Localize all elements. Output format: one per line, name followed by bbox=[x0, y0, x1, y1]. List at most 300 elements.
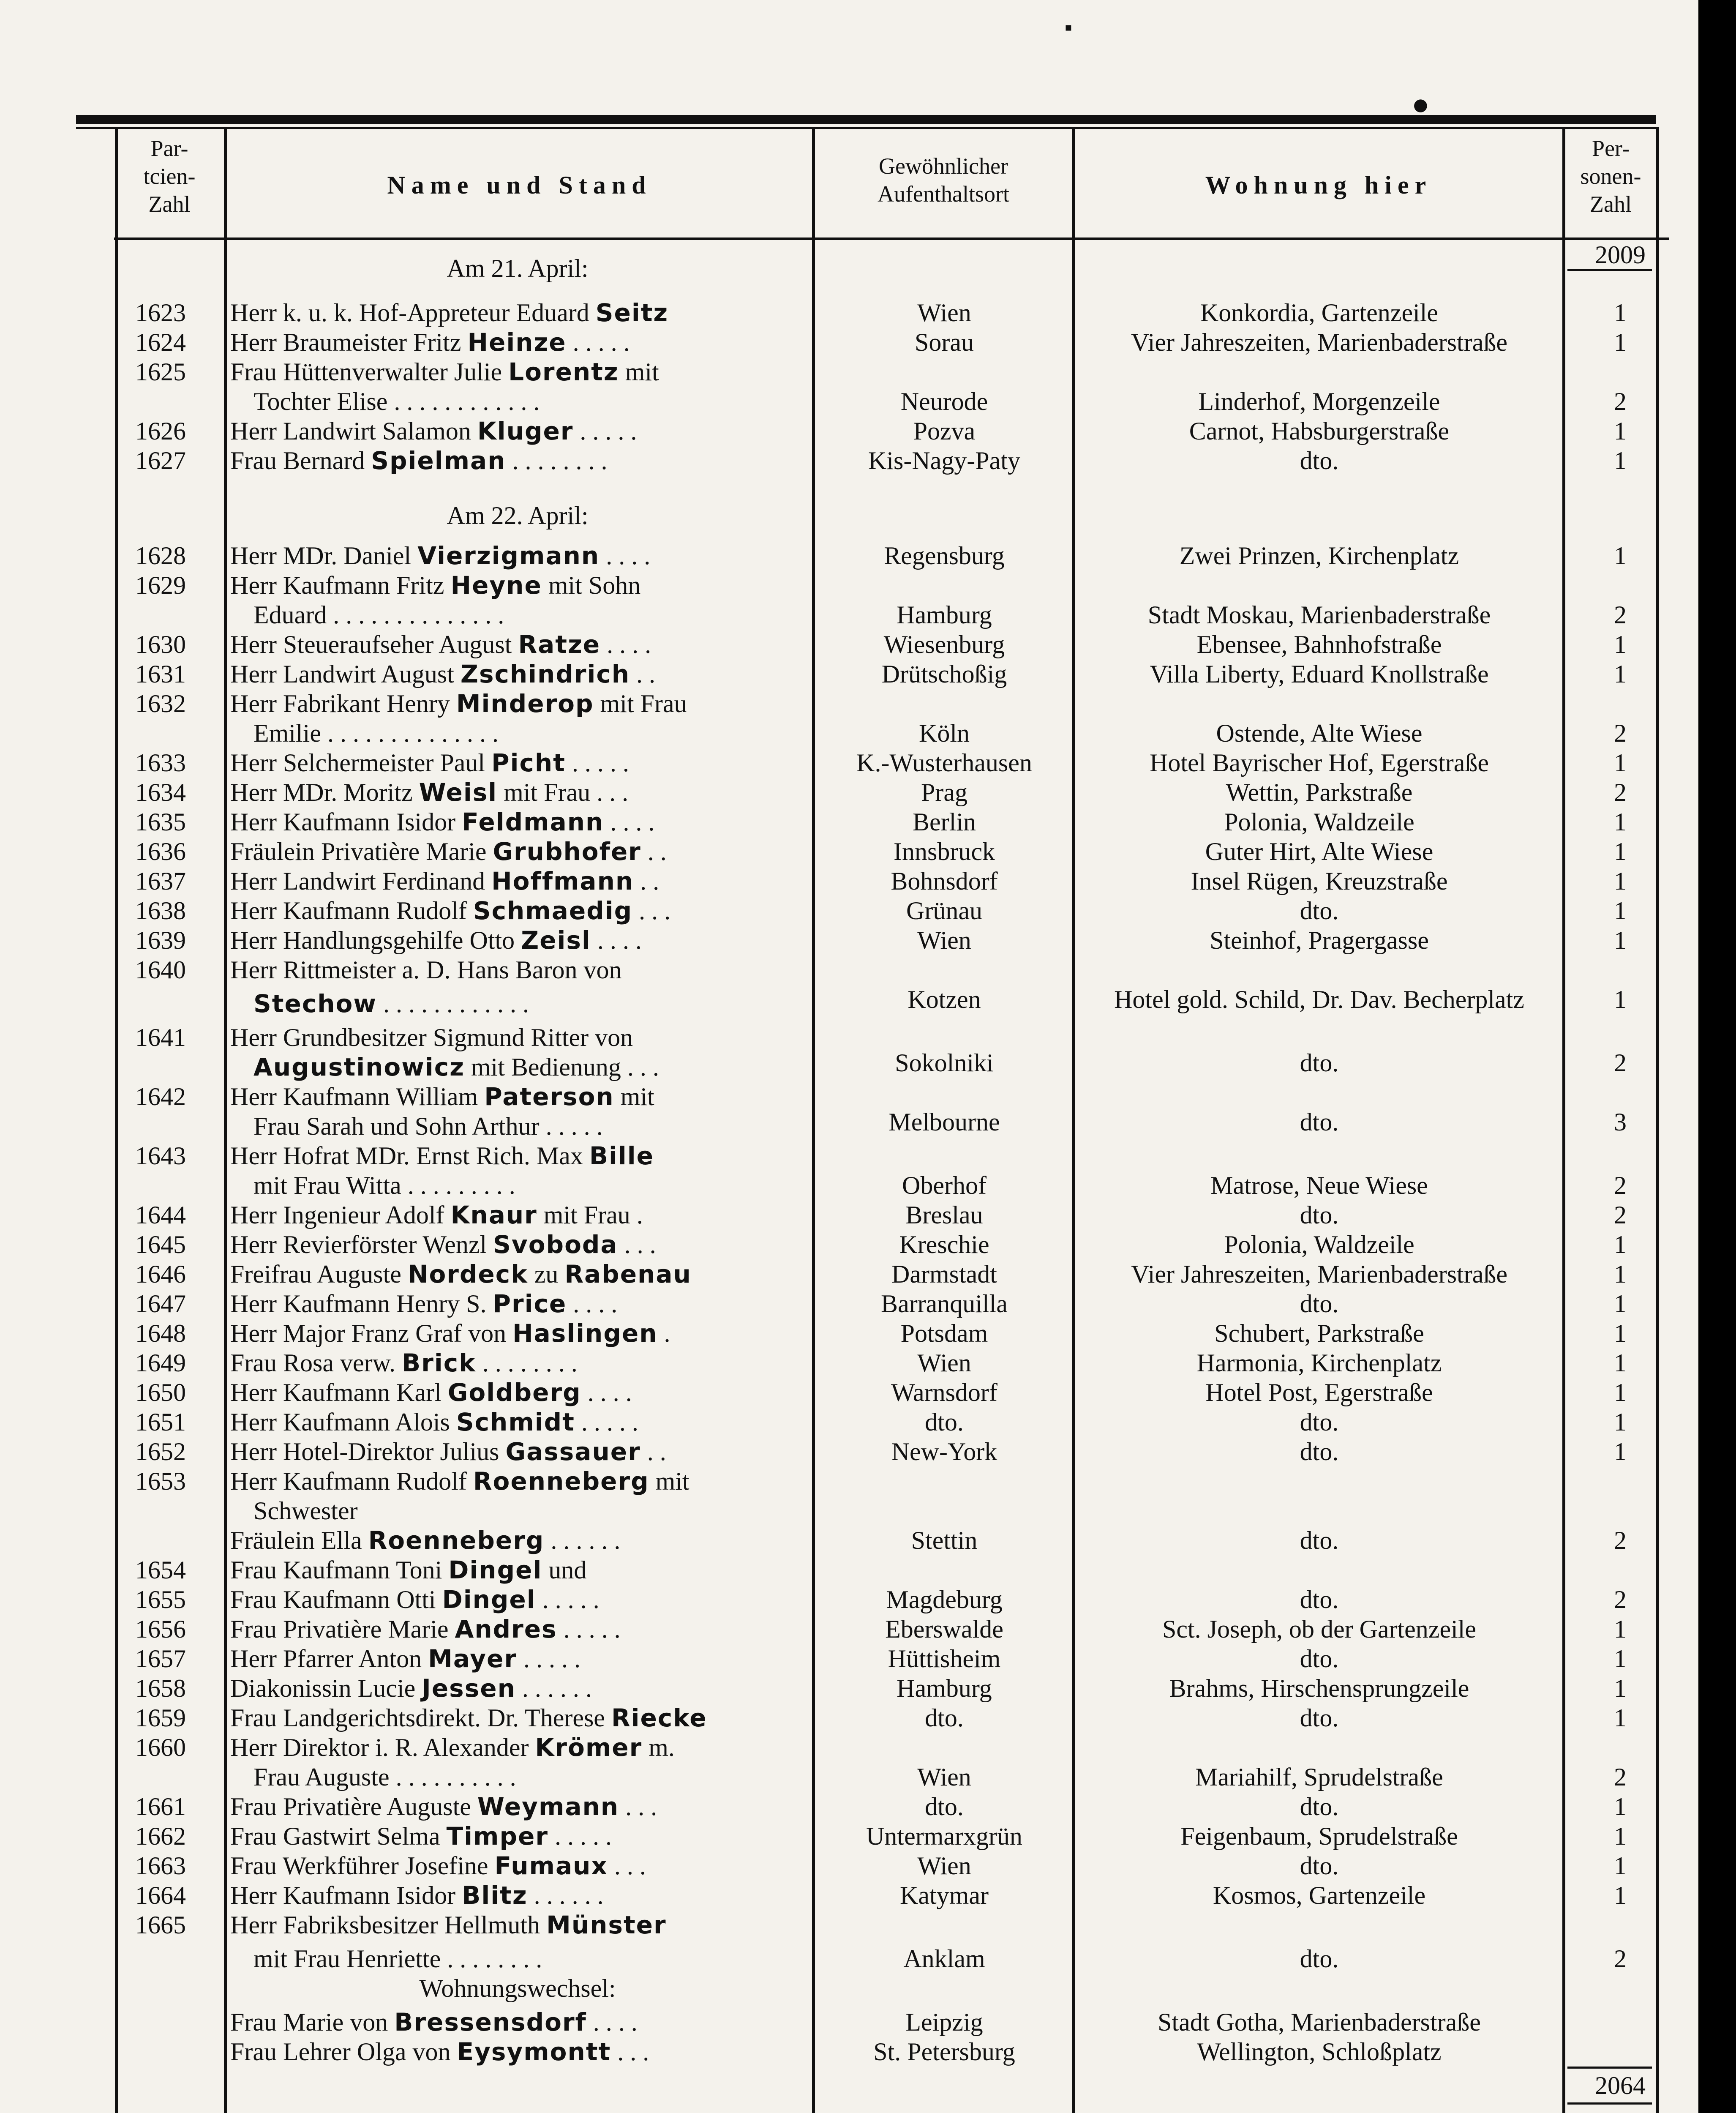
personen-zahl: 1 bbox=[1614, 1645, 1627, 1673]
personen-zahl: 1 bbox=[1614, 1260, 1627, 1288]
partei-number: 1655 bbox=[135, 1586, 186, 1613]
aufenthaltsort: Drütschoßig bbox=[881, 660, 1007, 688]
personen-zahl: 1 bbox=[1614, 1615, 1627, 1643]
aufenthaltsort: Potsdam bbox=[900, 1319, 988, 1347]
aufenthaltsort: Breslau bbox=[905, 1201, 983, 1229]
entry-name bbox=[230, 2037, 805, 2067]
partei-number: 1628 bbox=[135, 542, 186, 570]
name-text: Fräulein Privatière Marie bbox=[230, 838, 493, 865]
personen-zahl: 1 bbox=[1614, 838, 1627, 865]
aufenthaltsort: New-York bbox=[891, 1438, 997, 1466]
partei-number: 1635 bbox=[135, 808, 186, 836]
aufenthaltsort: Kreschie bbox=[899, 1231, 989, 1259]
personen-zahl: 1 bbox=[1614, 1290, 1627, 1318]
aufenthaltsort: Regensburg bbox=[884, 542, 1005, 570]
surname: Zeisl bbox=[521, 926, 591, 955]
name-suffix: . bbox=[657, 1319, 670, 1347]
partei-number: 1661 bbox=[135, 1793, 186, 1821]
entry-name bbox=[230, 1614, 805, 1644]
col-rule-ort bbox=[812, 127, 815, 2113]
entry-name bbox=[230, 1792, 805, 1821]
carry-over-rule bbox=[1567, 269, 1652, 271]
entry-name bbox=[230, 541, 805, 571]
partei-number: 1644 bbox=[135, 1201, 186, 1229]
aufenthaltsort: Sokolniki bbox=[895, 1049, 994, 1077]
personen-zahl: 1 bbox=[1614, 660, 1627, 688]
partei-number: 1638 bbox=[135, 897, 186, 925]
aufenthaltsort: Katymar bbox=[900, 1881, 989, 1909]
partei-number: 1624 bbox=[135, 328, 186, 356]
aufenthaltsort: Wien bbox=[917, 1349, 971, 1377]
aufenthaltsort: dto. bbox=[925, 1408, 964, 1436]
name-text: Herr Direktor i. R. Alexander bbox=[230, 1734, 535, 1761]
personen-zahl: 1 bbox=[1614, 417, 1627, 445]
surname: Heinze bbox=[467, 328, 567, 357]
partei-number: 1657 bbox=[135, 1645, 186, 1673]
personen-zahl: 2 bbox=[1614, 388, 1627, 415]
partei-number: 1656 bbox=[135, 1615, 186, 1643]
name-text: Diakonissin Lucie bbox=[230, 1674, 422, 1702]
name-suffix: mit Sohn bbox=[542, 571, 641, 599]
name-text: Frau Gastwirt Selma bbox=[230, 1822, 447, 1850]
entry-name-continued bbox=[253, 718, 805, 748]
personen-zahl: 1 bbox=[1614, 447, 1627, 475]
name-text: Herr Hotel-Direktor Julius bbox=[230, 1438, 506, 1466]
name-text-continued: Frau Sarah und Sohn Arthur . . . . . bbox=[253, 1112, 603, 1140]
name-suffix: . . . bbox=[611, 2038, 649, 2066]
aufenthaltsort: Melbourne bbox=[888, 1108, 1000, 1136]
wohnung: Feigenbaum, Sprudelstraße bbox=[1180, 1822, 1458, 1850]
surname: Roenneberg bbox=[473, 1467, 649, 1496]
personen-zahl: 1 bbox=[1614, 328, 1627, 356]
surname: Weymann bbox=[477, 1792, 619, 1821]
aufenthaltsort: Anklam bbox=[903, 1945, 985, 1973]
surname: Heyne bbox=[450, 571, 542, 600]
name-text: Frau Kaufmann Toni bbox=[230, 1556, 449, 1584]
surname: Seitz bbox=[595, 298, 669, 327]
wohnung: Ostende, Alte Wiese bbox=[1216, 719, 1423, 747]
section-heading: Am 22. April: bbox=[447, 502, 589, 530]
name-text-continued: Schwester bbox=[253, 1497, 358, 1525]
surname: Dingel bbox=[448, 1556, 542, 1584]
wohnung: dto. bbox=[1300, 1408, 1339, 1436]
personen-zahl: 2 bbox=[1614, 778, 1627, 806]
partei-number: 1652 bbox=[135, 1438, 186, 1466]
entry-name-continued bbox=[253, 1762, 805, 1792]
entry-name bbox=[230, 1230, 805, 1259]
aufenthaltsort: Berlin bbox=[913, 808, 976, 836]
entry-name bbox=[230, 896, 805, 925]
name-text: Herr Kaufmann Henry S. bbox=[230, 1290, 493, 1318]
wohnung: Wellington, Schloßplatz bbox=[1197, 2038, 1442, 2066]
personen-zahl: 1 bbox=[1614, 926, 1627, 954]
personen-zahl: 1 bbox=[1614, 1438, 1627, 1466]
name-suffix: . . . . . . . . bbox=[506, 447, 608, 475]
name-suffix: mit bbox=[619, 358, 659, 386]
partei-number: 1650 bbox=[135, 1379, 186, 1406]
partei-number: 1630 bbox=[135, 631, 186, 658]
wohnung: Guter Hirt, Alte Wiese bbox=[1205, 838, 1433, 865]
surname: Ratze bbox=[518, 630, 601, 659]
entry-name bbox=[230, 1644, 805, 1673]
header-personen-line1: Per- bbox=[1592, 136, 1630, 161]
ink-mark: ● bbox=[1413, 95, 1428, 115]
entry-name-continued bbox=[253, 989, 805, 1018]
name-suffix: . . bbox=[630, 660, 656, 688]
surname: Kluger bbox=[477, 417, 574, 445]
surname: Svoboda bbox=[493, 1230, 618, 1259]
name-suffix: . . . . . bbox=[557, 1615, 621, 1643]
name-text: Herr Selchermeister Paul bbox=[230, 749, 492, 777]
aufenthaltsort: Wien bbox=[917, 1852, 971, 1880]
aufenthaltsort: Magdeburg bbox=[886, 1586, 1003, 1613]
entry-name bbox=[230, 866, 805, 896]
header-personen bbox=[1565, 134, 1656, 218]
surname: Münster bbox=[546, 1911, 667, 1939]
name-text: Herr Grundbesitzer Sigmund Ritter von bbox=[230, 1024, 633, 1051]
name-suffix: . . bbox=[634, 867, 660, 895]
surname: Mayer bbox=[428, 1644, 517, 1673]
aufenthaltsort: Bohnsdorf bbox=[891, 867, 998, 895]
surname: Price bbox=[493, 1289, 567, 1318]
aufenthaltsort: Prag bbox=[921, 778, 967, 806]
name-text: Frau Rosa verw. bbox=[230, 1349, 402, 1377]
surname: Weisl bbox=[419, 778, 498, 807]
header-ort bbox=[815, 152, 1072, 208]
aufenthaltsort: Hüttisheim bbox=[888, 1645, 1001, 1673]
name-text: Herr Fabriksbesitzer Hellmuth bbox=[230, 1911, 547, 1939]
name-text: Herr Kaufmann Karl bbox=[230, 1379, 448, 1406]
wohnung: Wettin, Parkstraße bbox=[1226, 778, 1413, 806]
aufenthaltsort: Hamburg bbox=[897, 601, 992, 629]
name-suffix: . . bbox=[640, 1438, 666, 1466]
surname: Zschindrich bbox=[460, 660, 630, 688]
wohnung: Brahms, Hirschensprungzeile bbox=[1169, 1674, 1469, 1702]
entry-name-continued bbox=[253, 600, 805, 630]
name-text-continued: . . . . . . . . . . . . bbox=[376, 990, 529, 1018]
name-suffix: . . bbox=[641, 838, 667, 865]
surname: Picht bbox=[491, 748, 566, 777]
wohnung: Hotel gold. Schild, Dr. Dav. Becherplatz bbox=[1114, 986, 1524, 1013]
name-text: Frau Werkführer Josefine bbox=[230, 1852, 495, 1880]
name-text: Frau Landgerichtsdirekt. Dr. Therese bbox=[230, 1704, 611, 1732]
surname: Fumaux bbox=[494, 1851, 608, 1880]
wohnung: dto. bbox=[1300, 1704, 1339, 1732]
name-text: Fräulein Ella bbox=[230, 1526, 368, 1554]
entry-name bbox=[230, 571, 805, 600]
name-suffix: mit bbox=[649, 1467, 689, 1495]
surname: Bille bbox=[589, 1141, 654, 1170]
entry-name bbox=[230, 925, 805, 955]
section-heading: Wohnungswechsel: bbox=[419, 1974, 616, 2002]
name-text: Herr Kaufmann Fritz bbox=[230, 571, 451, 599]
wohnung: dto. bbox=[1300, 1108, 1339, 1136]
partei-number: 1642 bbox=[135, 1083, 186, 1111]
name-text: Frau Kaufmann Otti bbox=[230, 1586, 442, 1613]
surname: Jessen bbox=[422, 1674, 516, 1703]
name-text-continued: mit Frau Witta . . . . . . . . . bbox=[253, 1171, 515, 1199]
name-text: Herr Kaufmann Isidor bbox=[230, 1881, 462, 1909]
surname: Blitz bbox=[462, 1881, 528, 1910]
partei-number: 1637 bbox=[135, 867, 186, 895]
surname: Stechow bbox=[253, 989, 377, 1018]
partei-number: 1643 bbox=[135, 1142, 186, 1170]
partei-number: 1641 bbox=[135, 1024, 186, 1051]
header-partei-line2: tcien- bbox=[143, 164, 196, 189]
personen-zahl: 1 bbox=[1614, 1231, 1627, 1259]
entry-name bbox=[230, 837, 805, 866]
surname: Haslingen bbox=[512, 1319, 658, 1348]
aufenthaltsort: dto. bbox=[925, 1704, 964, 1732]
wohnung: Vier Jahreszeiten, Marienbaderstraße bbox=[1131, 328, 1507, 356]
wohnung: dto. bbox=[1300, 1526, 1339, 1554]
surname: Gassauer bbox=[505, 1437, 641, 1466]
surname: Minderop bbox=[456, 689, 594, 718]
aufenthaltsort: St. Petersburg bbox=[873, 2038, 1015, 2066]
partei-number: 1659 bbox=[135, 1704, 186, 1732]
aufenthaltsort: Sorau bbox=[915, 328, 974, 356]
surname: Knaur bbox=[450, 1201, 537, 1229]
name-text: Herr Kaufmann Alois bbox=[230, 1408, 456, 1436]
wohnung: Mariahilf, Sprudelstraße bbox=[1195, 1763, 1443, 1791]
name-suffix: mit bbox=[614, 1083, 654, 1111]
partei-number: 1649 bbox=[135, 1349, 186, 1377]
surname: Riecke bbox=[611, 1704, 707, 1732]
aufenthaltsort: Pozva bbox=[913, 417, 976, 445]
wohnung: Villa Liberty, Eduard Knollstraße bbox=[1150, 660, 1489, 688]
name-suffix: . . . . . . . . bbox=[476, 1349, 578, 1377]
name-text-continued: Eduard . . . . . . . . . . . . . . bbox=[253, 601, 504, 629]
wohnung: Insel Rügen, Kreuzstraße bbox=[1191, 867, 1448, 895]
name-text: Herr Ingenieur Adolf bbox=[230, 1201, 451, 1229]
wohnung: dto. bbox=[1300, 1793, 1339, 1821]
personen-zahl: 2 bbox=[1614, 1945, 1627, 1973]
personen-zahl: 1 bbox=[1614, 542, 1627, 570]
entry-name bbox=[230, 1821, 805, 1851]
wohnung: Schubert, Parkstraße bbox=[1214, 1319, 1424, 1347]
partei-number: 1645 bbox=[135, 1231, 186, 1259]
name-text: Herr Kaufmann Rudolf bbox=[230, 1467, 473, 1495]
name-suffix: . . . . . bbox=[517, 1645, 580, 1673]
wohnung: Matrose, Neue Wiese bbox=[1210, 1171, 1428, 1199]
wohnung: Vier Jahreszeiten, Marienbaderstraße bbox=[1131, 1260, 1507, 1288]
surname: Schmidt bbox=[456, 1408, 575, 1436]
final-total: 2064 bbox=[1595, 2072, 1646, 2099]
aufenthaltsort: dto. bbox=[925, 1793, 964, 1821]
name-suffix: . . . . . bbox=[536, 1586, 600, 1613]
partei-number: 1654 bbox=[135, 1556, 186, 1584]
name-text: Herr Pfarrer Anton bbox=[230, 1645, 428, 1673]
aufenthaltsort: Warnsdorf bbox=[891, 1379, 997, 1406]
wohnung: dto. bbox=[1300, 1945, 1339, 1973]
partei-number: 1636 bbox=[135, 838, 186, 865]
name-suffix: m. bbox=[642, 1734, 675, 1761]
personen-zahl: 3 bbox=[1614, 1108, 1627, 1136]
name-text-continued: Tochter Elise . . . . . . . . . . . . bbox=[253, 388, 540, 415]
partei-number: 1639 bbox=[135, 926, 186, 954]
surname: Eysymontt bbox=[457, 2037, 611, 2066]
entry-name bbox=[230, 1910, 805, 1940]
entry-name bbox=[230, 328, 805, 357]
wohnung: dto. bbox=[1300, 1438, 1339, 1466]
personen-zahl: 2 bbox=[1614, 1763, 1627, 1791]
name-suffix: . . . . bbox=[581, 1379, 632, 1406]
entry-name bbox=[230, 416, 805, 446]
wohnung: Stadt Gotha, Marienbaderstraße bbox=[1158, 2008, 1481, 2036]
surname: Roenneberg bbox=[368, 1526, 545, 1555]
wohnung: dto. bbox=[1300, 897, 1339, 925]
entry-name bbox=[230, 1141, 805, 1171]
header-personen-line2: sonen- bbox=[1580, 164, 1641, 189]
entry-name bbox=[230, 1200, 805, 1230]
entry-name bbox=[230, 1673, 805, 1703]
aufenthaltsort: Köln bbox=[919, 719, 970, 747]
aufenthaltsort: Barranquilla bbox=[881, 1290, 1008, 1318]
sum-rule bbox=[1567, 2067, 1652, 2069]
surname: Dingel bbox=[442, 1585, 536, 1614]
name-text: Herr Landwirt Ferdinand bbox=[230, 867, 492, 895]
wohnung: dto. bbox=[1300, 447, 1339, 475]
partei-number: 1648 bbox=[135, 1319, 186, 1347]
surname: Brick bbox=[402, 1349, 476, 1377]
aufenthaltsort: Wien bbox=[917, 1763, 971, 1791]
personen-zahl: 1 bbox=[1614, 897, 1627, 925]
name-suffix: . . . bbox=[619, 1793, 657, 1821]
partei-number: 1660 bbox=[135, 1734, 186, 1761]
name-text: Frau Marie von bbox=[230, 2008, 395, 2036]
entry-name-continued bbox=[253, 387, 805, 416]
personen-zahl: 1 bbox=[1614, 1319, 1627, 1347]
aufenthaltsort: Wiesenburg bbox=[883, 631, 1005, 658]
entry-name bbox=[230, 1881, 805, 1910]
partei-number: 1631 bbox=[135, 660, 186, 688]
name-text: Frau Privatière Marie bbox=[230, 1615, 455, 1643]
col-rule-name bbox=[224, 127, 227, 2113]
personen-zahl: 1 bbox=[1614, 1822, 1627, 1850]
name-text: Frau Bernard bbox=[230, 447, 371, 475]
partei-number: 1625 bbox=[135, 358, 186, 386]
personen-zahl: 2 bbox=[1614, 719, 1627, 747]
header-partei-line3: Zahl bbox=[148, 191, 191, 217]
aufenthaltsort: Leipzig bbox=[905, 2008, 983, 2036]
surname: Vierzigmann bbox=[417, 541, 600, 570]
personen-zahl: 2 bbox=[1614, 601, 1627, 629]
personen-zahl: 1 bbox=[1614, 1793, 1627, 1821]
wohnung: dto. bbox=[1300, 1201, 1339, 1229]
wohnung: Stadt Moskau, Marienbaderstraße bbox=[1147, 601, 1491, 629]
header-ort-line2: Aufenthaltsort bbox=[878, 181, 1009, 207]
personen-zahl: 1 bbox=[1614, 299, 1627, 327]
name-text: Frau Privatière Auguste bbox=[230, 1793, 477, 1821]
personen-zahl: 1 bbox=[1614, 1704, 1627, 1732]
entry-name bbox=[230, 1585, 805, 1614]
name-suffix: . . . . . bbox=[566, 328, 630, 356]
name-text-continued: Frau Auguste . . . . . . . . . . bbox=[253, 1763, 516, 1791]
name-suffix: . . . bbox=[608, 1852, 646, 1880]
aufenthaltsort: Neurode bbox=[900, 388, 988, 415]
name-suffix: . . . . . bbox=[565, 749, 629, 777]
entry-name bbox=[230, 748, 805, 778]
name-suffix: . . . . bbox=[586, 2008, 638, 2036]
personen-zahl: 1 bbox=[1614, 631, 1627, 658]
wohnung: dto. bbox=[1300, 1852, 1339, 1880]
entry-name bbox=[230, 1348, 805, 1378]
wohnung: dto. bbox=[1300, 1645, 1339, 1673]
name-text: Frau Lehrer Olga von bbox=[230, 2038, 457, 2066]
personen-zahl: 1 bbox=[1614, 1881, 1627, 1909]
personen-zahl: 1 bbox=[1614, 808, 1627, 836]
name-suffix: . . . . . . bbox=[515, 1674, 592, 1702]
wohnung: Steinhof, Pragergasse bbox=[1210, 926, 1429, 954]
wohnung: Kosmos, Gartenzeile bbox=[1213, 1881, 1426, 1909]
personen-zahl: 1 bbox=[1614, 1852, 1627, 1880]
personen-zahl: 2 bbox=[1614, 1201, 1627, 1229]
aufenthaltsort: Kis-Nagy-Paty bbox=[868, 447, 1020, 475]
surname: Augustinowicz bbox=[253, 1053, 465, 1081]
entry-name bbox=[230, 778, 805, 807]
aufenthaltsort: Untermarxgrün bbox=[866, 1822, 1022, 1850]
name-text-continued: mit Bedienung . . . bbox=[464, 1053, 659, 1081]
section-heading: Am 21. April: bbox=[447, 254, 589, 282]
surname: Paterson bbox=[484, 1082, 614, 1111]
wohnung: dto. bbox=[1300, 1290, 1339, 1318]
partei-number: 1658 bbox=[135, 1674, 186, 1702]
name-text: Herr Landwirt Salamon bbox=[230, 417, 477, 445]
entry-name bbox=[230, 1733, 805, 1762]
partei-number: 1653 bbox=[135, 1467, 186, 1495]
wohnung: Ebensee, Bahnhofstraße bbox=[1196, 631, 1442, 658]
surname: Andres bbox=[455, 1615, 557, 1643]
wohnung: Hotel Bayrischer Hof, Egerstraße bbox=[1149, 749, 1489, 777]
header-personen-line3: Zahl bbox=[1590, 191, 1632, 217]
entry-name bbox=[230, 1378, 805, 1407]
partei-number: 1623 bbox=[135, 299, 186, 327]
wohnung: Hotel Post, Egerstraße bbox=[1205, 1379, 1433, 1406]
header-wohnung: Wohnung hier bbox=[1205, 171, 1432, 199]
name-text: Herr Revierförster Wenzl bbox=[230, 1231, 493, 1259]
surname: Nordeck bbox=[407, 1260, 528, 1289]
header-name: Name und Stand bbox=[387, 171, 652, 199]
entry-name bbox=[230, 1259, 805, 1289]
wohnung: Harmonia, Kirchenplatz bbox=[1196, 1349, 1442, 1377]
wohnung: Carnot, Habsburgerstraße bbox=[1189, 417, 1450, 445]
entry-name bbox=[230, 1437, 805, 1466]
name-text: Frau Hüttenverwalter Julie bbox=[230, 358, 509, 386]
partei-number: 1663 bbox=[135, 1852, 186, 1880]
entry-name bbox=[230, 807, 805, 837]
surname: Rabenau bbox=[564, 1260, 692, 1289]
surname: Grubhofer bbox=[493, 837, 641, 866]
name-suffix: . . . bbox=[632, 897, 671, 925]
name-suffix: . . . . . . bbox=[544, 1526, 621, 1554]
name-text-continued: Emilie . . . . . . . . . . . . . . bbox=[253, 719, 499, 747]
aufenthaltsort: Eberswalde bbox=[885, 1615, 1003, 1643]
wohnung: dto. bbox=[1300, 1049, 1339, 1077]
name-suffix: zu bbox=[528, 1260, 565, 1288]
surname: Timper bbox=[446, 1822, 548, 1851]
entry-name bbox=[230, 1407, 805, 1437]
header-partei bbox=[115, 134, 224, 218]
personen-zahl: 1 bbox=[1614, 1349, 1627, 1377]
name-text: Herr Handlungsgehilfe Otto bbox=[230, 926, 521, 954]
entry-name bbox=[230, 357, 805, 387]
name-text: Herr Kaufmann Rudolf bbox=[230, 897, 473, 925]
partei-number: 1651 bbox=[135, 1408, 186, 1436]
entry-name-continued bbox=[253, 1111, 805, 1141]
wohnung: Sct. Joseph, ob der Gartenzeile bbox=[1162, 1615, 1477, 1643]
name-text: Herr Hofrat MDr. Ernst Rich. Max bbox=[230, 1142, 589, 1170]
partei-number: 1646 bbox=[135, 1260, 186, 1288]
